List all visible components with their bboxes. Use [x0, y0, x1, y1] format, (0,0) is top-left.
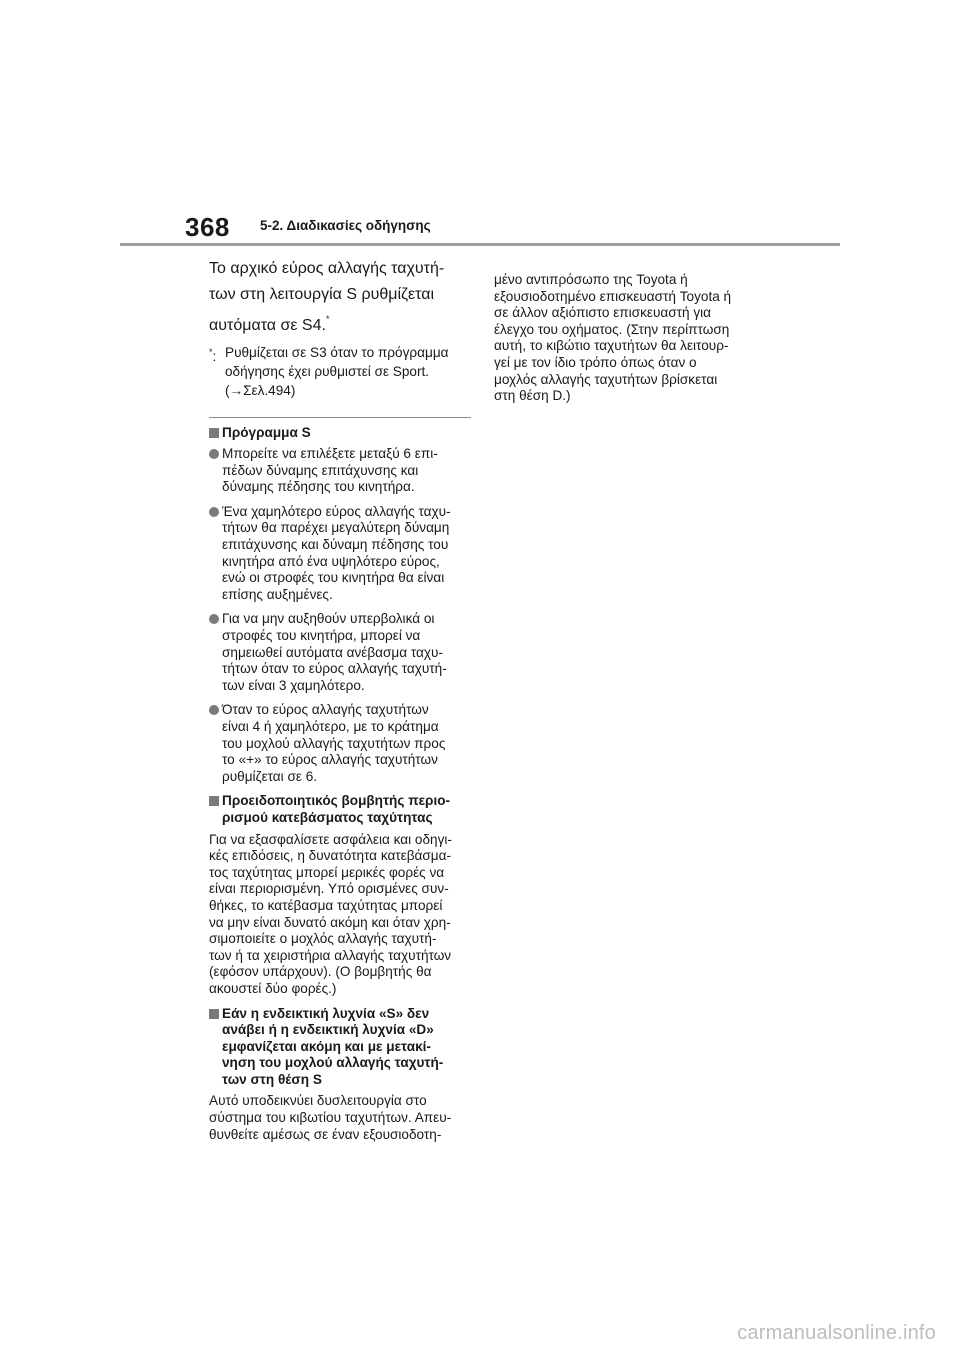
circle-bullet-icon	[209, 705, 219, 715]
right-column	[494, 272, 756, 413]
list-item	[209, 446, 471, 496]
footnote-asterisk: *	[209, 346, 213, 357]
footnote-colon: :	[212, 348, 217, 364]
heading-downshift-buzzer	[209, 793, 471, 826]
list-item-text: Ένα χαμηλότερο εύρος αλλαγής ταχυ- τήτων θα παρέχει μεγαλύτερη δύναμη επιτάχυνσης και δύναμη πέδησης του κινητήρα από ένα υψηλότερο εύρος, ενώ οι στροφές του κινητήρα θα είναι επίσης αυξημένες.	[222, 503, 451, 602]
intro-text: Το αρχικό εύρος αλλαγής ταχυτή- των στη λειτουργία S ρυθμίζεται αυτόματα σε S4.	[209, 260, 445, 334]
square-bullet-icon	[209, 428, 219, 438]
downshift-paragraph: Για να εξασφαλίσετε ασφάλεια και οδηγι- κές επιδόσεις, η δυνατότητα κατεβάσμα- τος ταχύτητας μπορεί μερικές φορές να είναι περιορισμένη. Υπό ορισμένες συν- θήκες, το κατέβασμα ταχύτητας μπορεί να μην είναι δυνατό ακόμη και όταν χρη- σιμοποιείτε ο μοχλός αλλαγής ταχυτή- των ή τα χειριστήρια αλλαγής ταχυτήτων (εφόσον υπάρχουν). (Ο βομβητής θα ακουστεί δύο φορές.)	[209, 831, 452, 996]
section-title: 5-2. Διαδικασίες οδήγησης	[260, 218, 431, 233]
section-divider	[209, 417, 471, 418]
list-item-text: Για να μην αυξηθούν υπερβολικά οι στροφές του κινητήρα, μπορεί να σημειωθεί αυτόματα ανέβασμα ταχυ- τήτων όταν το εύρος αλλαγής ταχυτή- των είναι 3 χαμηλότερο.	[222, 611, 447, 693]
heading-text: Πρόγραμμα S	[222, 424, 311, 440]
list-item	[209, 611, 471, 694]
list-item	[209, 504, 471, 604]
heading-text: Εάν η ενδεικτική λυχνία «S» δεν ανάβει ή η ενδεικτική λυχνία «D» εμφανίζεται ακόμη και με μετακί- νηση του μοχλού αλλαγής ταχυτή- των στη θέση S	[222, 1005, 444, 1087]
page-number: 368	[185, 212, 230, 242]
list-item-text: Μπορείτε να επιλέξετε μεταξύ 6 επι- πέδων δύναμης επιτάχυνσης και δύναμης πέδησης του κινητήρα.	[222, 446, 438, 495]
intro-footnote-mark: *	[325, 314, 330, 324]
heading-indicator-fault	[209, 1006, 471, 1089]
footnote-text: Ρυθμίζεται σε S3 όταν το πρόγραμμα οδήγησης έχει ρυθμιστεί σε Sport. (→Σελ.494)	[225, 344, 449, 398]
heading-text: Προειδοποιητικός βομβητής περιο- ρισμού κατεβάσματος ταχύτητας	[222, 793, 451, 825]
heading-s-program	[209, 425, 471, 442]
square-bullet-icon	[209, 1009, 219, 1019]
fault-paragraph: Αυτό υποδεικνύει δυσλειτουργία στο σύστημα του κιβωτίου ταχυτήτων. Απευ- θυνθείτε αμέσως σε έναν εξουσιοδοτη-	[209, 1093, 452, 1142]
watermark: carmanualsonline.info	[737, 1322, 936, 1344]
circle-bullet-icon	[209, 614, 219, 624]
left-column	[209, 256, 471, 1151]
circle-bullet-icon	[209, 507, 219, 517]
header-rule	[120, 243, 840, 246]
footnote	[209, 343, 471, 400]
circle-bullet-icon	[209, 449, 219, 459]
list-item-text: Όταν το εύρος αλλαγής ταχυτήτων είναι 4 ή χαμηλότερο, με το κράτημα του μοχλού αλλαγής ταχυτήτων προς το «+» το εύρος αλλαγής ταχυτήτων ρυθμίζεται σε 6.	[222, 702, 446, 784]
square-bullet-icon	[209, 796, 219, 806]
list-item	[209, 702, 471, 785]
intro-paragraph	[209, 256, 471, 339]
fault-paragraph-continued: μένο αντιπρόσωπο της Toyota ή εξουσιοδοτημένο επισκευαστή Toyota ή σε άλλον αξιόπιστο επισκευαστή για έλεγχο του οχήματος. (Στην περίπτωση αυτή, το κιβώτιο ταχυτήτων θα λειτουρ- γεί με τον ίδιο τρόπο όπως όταν ο μοχλός αλλαγής ταχυτήτων βρίσκεται στη θέση D.)	[494, 272, 732, 404]
footnote-marker	[209, 343, 216, 366]
